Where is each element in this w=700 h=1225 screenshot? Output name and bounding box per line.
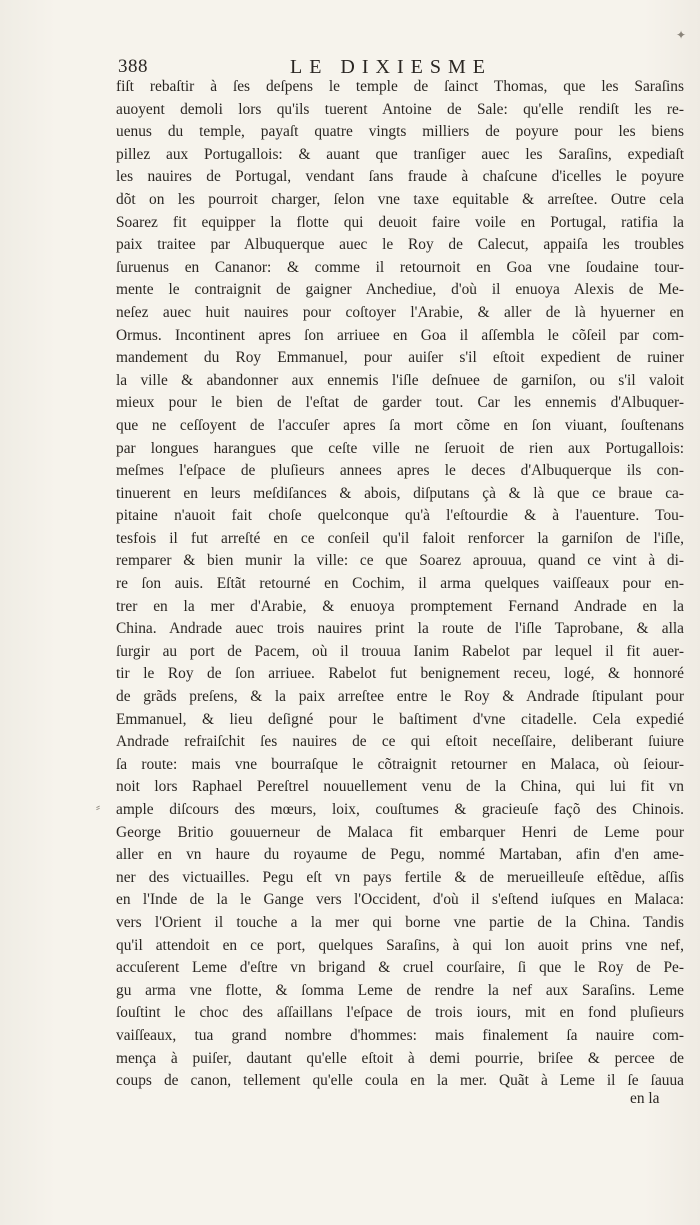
text-line: de grãds preſens, & la paix arreſtee entre le Roy & Andrade ſtipulant pour [116,688,684,706]
text-line: Soarez fit equipper la flotte qui deuoit faire voile en Portugal, ratifia la [116,213,684,231]
text-line: mença à puiſer, dautant qu'elle eſtoit à demi pourrie, briſee & percee de [116,1049,684,1067]
body-text [116,76,684,1093]
text-line: George Britio gouuerneur de Malaca fit embarquer Henri de Leme pour [116,823,684,841]
text-line: Ormus. Incontinent apres ſon arriuee en Goa il aſſembla le cõſeil par com- [116,326,684,344]
running-title: LE DIXIESME [290,56,492,78]
text-line: gu arma vne flotte, & ſomma Leme de rendre la nef aux Saraſins. Leme [116,981,684,999]
text-line: noit lors Raphael Pereſtrel nouuellement venu de la China, qui lui fit vn [116,778,684,796]
text-line: ſouſtint le choc des aſſaillans l'eſpace de trois iours, mit en fond pluſieurs [116,1004,684,1022]
text-line: ſurgir au port de Pacem, où il trouua Ianim Rabelot par lequel il fit auer- [116,642,684,660]
text-line: tesfois il fut arreſté en ce conſeil qu'il faloit renforcer la garniſon de l'iſle, [116,529,684,547]
text-line: tinuerent en leurs meſdiſances & abois, diſputans çà & là que ce braue ca- [116,484,684,502]
text-line: la ville & abandonner aux ennemis l'iſle deſnuee de garniſon, ou s'il valoit [116,371,684,389]
text-line: mente le contraignit de gaigner Anchediue, d'où il enuoya Alexis de Me- [116,281,684,299]
text-line: meſmes l'eſpace de pluſieurs annees apres le deces d'Albuquerque ils con- [116,462,684,480]
text-line: uenus du temple, payaſt quatre vingts milliers de poyure pour les biens [116,123,684,141]
text-line: que ne ceſſoyent de l'accuſer apres ſa mort cõme en ſon viuant, ſouſtenans [116,416,684,434]
text-line: vaiſſeaux, tua grand nombre d'hommes: mais finalement ſa nauire com- [116,1026,684,1044]
text-line: paix traitee par Albuquerque auec le Roy de Calecut, appaiſa les troubles [116,236,684,254]
text-line: ample diſcours des mœurs, loix, couſtumes & gracieuſe façõ des Chinois. [116,801,684,818]
text-line: ſa route: mais vne bourraſque le cõtraignit retourner en Malaca, où ſeiour- [116,755,684,773]
text-line: trer en la mer d'Arabie, & enuoya promptement Fernand Andrade en la [116,597,684,615]
text-line: tir le Roy de ſon arriuee. Rabelot fut benignement receu, logé, & honnoré [116,665,684,683]
text-line: Emmanuel, & lieu deſigné pour le baſtiment d'vne citadelle. Cela expedié [116,710,684,728]
text-line: ner des victuailles. Pegu eſt vn pays fertile & de merueilleuſe eſtẽdue, aſſis [116,868,684,886]
text-line: accuſerent Leme d'eſtre vn brigand & cruel courſaire, ſi que le Roy de Pe- [116,959,684,977]
text-line: remparer & bien munir la ville: ce que Soarez aprouua, quand ce vint à di- [116,552,684,570]
text-line: re ſon auis. Eſtãt retourné en Cochim, il arma quelques vaiſſeaux pour en- [116,575,684,593]
text-line: en l'Inde de la le Gange vers l'Occident, d'où il s'eſtend iuſques en Malaca: [116,891,684,909]
text-line: auoyent demoli lors qu'ils tuerent Antoine de Sale: qu'elle rendiſt les re- [116,100,684,118]
margin-mark: ⸗ [96,800,100,814]
text-line: par longues harangues que ceſte ville ne ſeruoit de rien aux Portugallois: [116,439,684,457]
text-line: fiſt rebaſtir à ſes deſpens le temple de ſainct Thomas, que les Saraſins [116,78,684,95]
text-line: qu'il attendoit en ce port, quelques Saraſins, à qui lon auoit prins vne nef, [116,936,684,954]
margin-mark: ✦ [676,28,687,42]
text-line: pitaine n'auoit fait choſe quelconque qu'à l'eſtourdie & à l'auenture. Tou- [116,507,684,525]
text-line: Andrade refraiſchit ſes nauires de ce qui eſtoit neceſſaire, deliberant ſuiure [116,733,684,751]
text-line: coups de canon, tellement qu'elle coula en la mer. Quãt à Leme il ſe ſauua [116,1072,684,1090]
text-line: China. Andrade auec trois nauires print la route de l'iſle Taprobane, & alla [116,620,684,638]
text-line: dõt on les pourroit charger, ſelon vne taxe equitable & arreſtee. Outre cela [116,190,684,208]
text-line: ſuruenus en Cananor: & comme il retournoit en Goa vne ſoudaine tour- [116,258,684,276]
text-line: pillez aux Portugallois: & auant que tranſiger auec les Saraſins, expediaſt [116,145,684,163]
catchword: en la [630,1090,660,1107]
page-number: 388 [118,56,148,77]
text-line: aller en vn haure du royaume de Pegu, nommé Martaban, afin d'en ame- [116,846,684,864]
text-line: vers l'Orient il touche a la mer qui borne vne partie de la China. Tandis [116,913,684,931]
text-line: mandement du Roy Emmanuel, pour auiſer s'il eſtoit expedient de ruiner [116,349,684,367]
text-line: neſez auec huit nauires pour coſtoyer l'Arabie, & aller de là hyuerner en [116,303,684,321]
text-line: les nauires de Portugal, vendant ſans fraude à chaſcune d'icelles le poyure [116,168,684,186]
text-line: mieux pour le bien de l'eſtat de garder tout. Car les ennemis d'Albuquer- [116,394,684,412]
